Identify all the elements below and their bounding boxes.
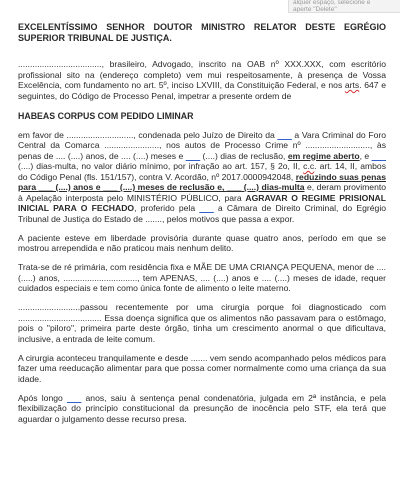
hint-line-2: aperte "Delete"	[293, 5, 337, 13]
hint-line-1: alquer espaço, selecione e	[293, 0, 371, 6]
regime-aberto: em regime aberto	[287, 150, 360, 161]
paragraph-acompanhamento: A cirurgia aconteceu tranquilamente e desde ....... vem sendo acompanhado pelos médicos para fazer uma reeducação alimentar para que possa comer normalmente como uma criança da sua idade.	[18, 352, 386, 384]
habeas-corpus-title: HABEAS CORPUS COM PEDIDO LIMINAR	[18, 111, 194, 121]
spelling-underline-cc: c.c	[303, 161, 315, 171]
paragraph-liberdade: A paciente esteve em liberdade provisória durante quase quatro anos, período em que se mostrou arrependida e não praticou mais nenhum delito.	[18, 232, 386, 253]
spelling-underline-arts: arts	[344, 80, 360, 90]
editing-hint	[288, 0, 400, 13]
blank-field[interactable]: ___	[66, 392, 82, 403]
blank-field[interactable]: ___	[199, 203, 214, 213]
paragraph-sentenca: Após longo ___ anos, saiu à sentença penal condenatória, julgada em 2ª instância, e pela flexibilização do princípio constitucional da presunção de inocência pelo STF, ela terá que aguardar o julgamento desse recurso presa.	[18, 392, 386, 424]
document-heading: EXCELENTÍSSIMO SENHOR DOUTOR MINISTRO RELATOR DESTE EGRÉGIO SUPERIOR TRIBUNAL DE JUSTIÇA.	[18, 22, 386, 43]
blank-field[interactable]: ___	[371, 150, 386, 161]
agravar-regime: AGRAVAR O REGIME PRISIONAL INICIAL PARA O FECHADO	[18, 192, 386, 213]
paragraph-re-primaria: Trata-se de ré primária, com residência fixa e MÃE DE UMA CRIANÇA PEQUENA, menor de .... (.....) anos, ..............................., tem APENAS, .... (....) anos e .... (....) meses de idade, requer cuidados especiais e tem como única fonte de alimento o leite materno.	[18, 262, 386, 293]
paragraph-favor: em favor de ............................, condenada pelo Juízo de Direito da ___ a Vara Criminal do Foro Central da Comarca ......................., nos autos de Processo Crime nº ..........................., às penas de .... (....) anos, de .... (....) meses e ___ (....) dias de reclusão, em regime aberto, e ___ (....) dias-multa, no valor diário mínimo, por infração ao art. 157, § 2o, II, c.c. art. 14, II, ambos do Código Penal (fls. 151/157), contra V. Acordão, nº 2017.0000942048, reduzindo suas penas para ___ (....) anos e ___ (....) meses de reclusão e, ___ (....) dias-multa e, deram provimento à Apelação interposta pelo MINISTÉRIO PÚBLICO, para AGRAVAR O REGIME PRISIONAL INICIAL PARA O FECHADO, proferido pela ___ a Câmara de Direito Criminal, do Egrégio Tribunal de Justiça do Estado de ......., pelos motivos que passa a expor.	[18, 129, 387, 224]
paragraph-intro: ..................................., brasileiro, Advogado, inscrito na OAB nº XXX.XXX, com escritório profissional sito na (endereço completo) vem mui respeitosamente, à presença de Vossa Excelência, com fundamento no art. 5º, inciso LXVIII, da Constituição Federal, e nos arts. 647 e seguintes, do Código de Processo Penal, impetrar a presente ordem de	[18, 59, 386, 101]
reduzindo-penas: reduzindo suas penas para ___ (....) anos e ___ (....) meses de reclusão e, ___ (....) dias-multa	[18, 171, 386, 192]
paragraph-cirurgia: ..........................passou recentemente por uma cirurgia porque foi diagnosticado com ................................... Essa doença significa que os alimentos não passavam para o estômago, pois o "piloro", primeira parte deste órgão, tinha um crescimento anormal o que dificultava, inclusive, a entrada de leite comum.	[18, 302, 386, 344]
document-body	[18, 22, 386, 433]
blank-field[interactable]: ___	[185, 150, 201, 161]
blank-field[interactable]: ___	[277, 129, 292, 140]
